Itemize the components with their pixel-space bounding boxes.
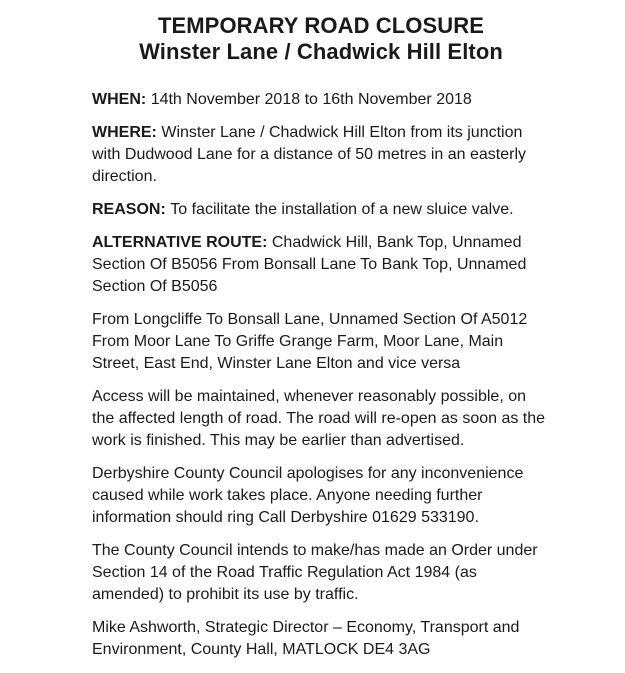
- paragraph-text: Derbyshire County Council apologises for any inconvenience caused while work takes place. Anyone needing further information should ring Call Derbyshire 01629 533190.: [92, 465, 524, 526]
- notice-title-line-1: TEMPORARY ROAD CLOSURE: [157, 13, 485, 38]
- notice-paragraph: [92, 463, 550, 529]
- paragraph-text: 14th November 2018 to 16th November 2018: [150, 91, 472, 108]
- notice-paragraph: [92, 89, 550, 111]
- notice-paragraph: [92, 386, 550, 452]
- paragraph-label: WHERE:: [92, 124, 157, 141]
- notice-title-line-2: Winster Lane / Chadwick Hill Elton: [139, 39, 503, 64]
- paragraph-text: To facilitate the installation of a new sluice valve.: [170, 201, 514, 218]
- paragraph-text: Mike Ashworth, Strategic Director – Economy, Transport and Environment, County Hall, MATLOCK DE4 3AG: [92, 619, 520, 658]
- paragraph-text: Access will be maintained, whenever reasonably possible, on the affected length of road. The road will re-open as soon as the work is finished. This may be earlier than advertised.: [92, 388, 546, 449]
- notice-paragraph: [92, 199, 550, 221]
- paragraph-label: ALTERNATIVE ROUTE:: [92, 234, 268, 251]
- paragraph-text: Winster Lane / Chadwick Hill Elton from its junction with Dudwood Lane for a distance of 50 metres in an easterly direction.: [92, 124, 527, 185]
- paragraph-label: REASON:: [92, 201, 166, 218]
- notice-body: [92, 89, 550, 661]
- notice-paragraph: [92, 122, 550, 188]
- paragraph-text: From Longcliffe To Bonsall Lane, Unnamed Section Of A5012 From Moor Lane To Griffe Grange Farm, Moor Lane, Main Street, East End, Winster Lane Elton and vice versa: [92, 311, 528, 372]
- notice-content: [92, 0, 550, 661]
- paragraph-text: The County Council intends to make/has made an Order under Section 14 of the Road Traffic Regulation Act 1984 (as amended) to prohibit its use by traffic.: [92, 542, 538, 603]
- paragraph-text: Chadwick Hill, Bank Top, Unnamed Section Of B5056 From Bonsall Lane To Bank Top, Unnamed Section Of B5056: [92, 234, 527, 295]
- signature-paragraph: [92, 617, 550, 661]
- notice-paragraph: [92, 232, 550, 298]
- paragraph-label: WHEN:: [92, 91, 147, 108]
- notice-paragraph: [92, 309, 550, 375]
- notice-paragraph: [92, 540, 550, 606]
- notice-title: [92, 13, 550, 65]
